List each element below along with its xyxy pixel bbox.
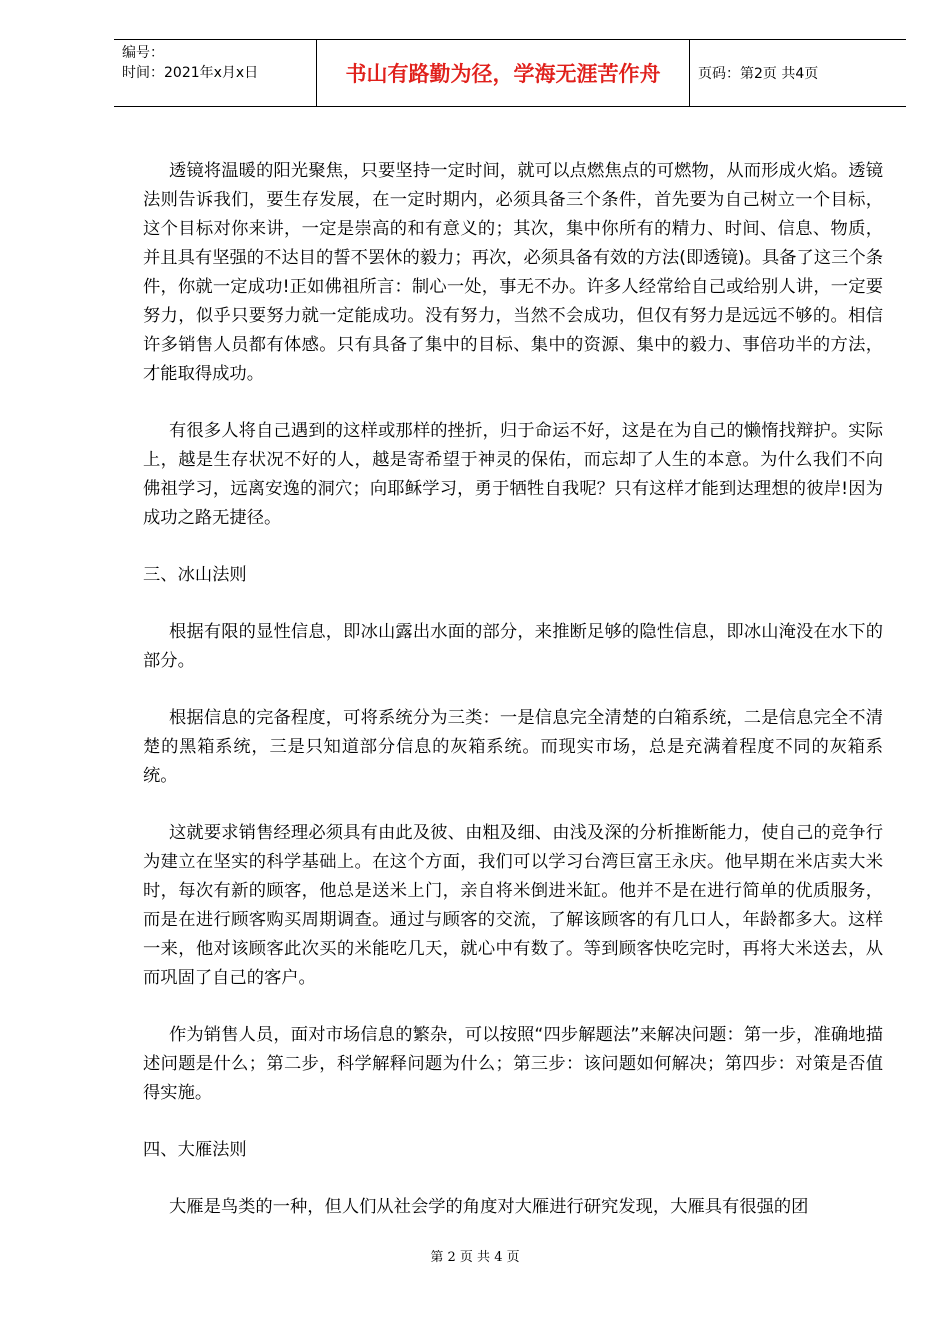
document-number-label: 编号： [122, 45, 164, 61]
page-header [114, 39, 906, 107]
header-page-info: 页码：第2页 共4页 [698, 66, 819, 82]
paragraph: 有很多人将自己遇到的这样或那样的挫折，归于命运不好，这是在为自己的懒惰找辩护。实际上，越是生存状况不好的人，越是寄希望于神灵的保佑，而忘却了人生的本意。为什么我们不向佛祖学习，远离安逸的洞穴；向耶稣学习，勇于牺牲自我呢？只有这样才能到达理想的彼岸!因为成功之路无捷径。 [143, 421, 883, 528]
document-time-label: 时间：2021年x月x日 [122, 65, 259, 81]
paragraph: 作为销售人员，面对市场信息的繁杂，可以按照“四步解题法”来解决问题：第一步，准确地描述问题是什么；第二步，科学解释问题为什么；第三步：该问题如何解决；第四步：对策是否值得实施。 [143, 1025, 883, 1103]
paragraph: 根据信息的完备程度，可将系统分为三类：一是信息完全清楚的白箱系统，二是信息完全不清楚的黑箱系统，三是只知道部分信息的灰箱系统。而现实市场，总是充满着程度不同的灰箱系统。 [143, 708, 883, 786]
section-heading: 四、大雁法则 [143, 1140, 247, 1160]
paragraph: 根据有限的显性信息，即冰山露出水面的部分，来推断足够的隐性信息，即冰山淹没在水下的部分。 [143, 622, 883, 671]
header-meta [114, 40, 316, 106]
paragraph: 这就要求销售经理必须具有由此及彼、由粗及细、由浅及深的分析推断能力，使自己的竞争行为建立在坚实的科学基础上。在这个方面，我们可以学习台湾巨富王永庆。他早期在米店卖大米时，每次有新的顾客，他总是送米上门，亲自将米倒进米缸。他并不是在进行简单的优质服务，而是在进行顾客购买周期调查。通过与顾客的交流，了解该顾客的有几口人，年龄都多大。这样一来，他对该顾客此次买的米能吃几天，就心中有数了。等到顾客快吃完时，再将大米送去，从而巩固了自己的客户。 [143, 823, 883, 988]
paragraph: 透镜将温暖的阳光聚焦，只要坚持一定时间，就可以点燃焦点的可燃物，从而形成火焰。透镜法则告诉我们，要生存发展，在一定时期内，必须具备三个条件，首先要为自己树立一个目标，这个目标对你来讲，一定是崇高的和有意义的；其次，集中你所有的精力、时间、信息、物质，并且具有坚强的不达目的誓不罢休的毅力；再次，必须具备有效的方法(即透镜)。具备了这三个条件，你就一定成功!正如佛祖所言：制心一处，事无不办。许多人经常给自己或给别人讲，一定要努力，似乎只要努力就一定能成功。没有努力，当然不会成功，但仅有努力是远远不够的。相信许多销售人员都有体感。只有具备了集中的目标、集中的资源、集中的毅力、事倍功半的方法，才能取得成功。 [143, 161, 883, 384]
document-body [143, 157, 883, 1250]
section-heading: 三、冰山法则 [143, 565, 247, 585]
paragraph: 大雁是鸟类的一种，但人们从社会学的角度对大雁进行研究发现，大雁具有很强的团 [169, 1197, 809, 1217]
page-footer: 第 2 页 共 4 页 [430, 1250, 520, 1265]
header-motto: 书山有路勤为径，学海无涯苦作舟 [316, 40, 690, 106]
